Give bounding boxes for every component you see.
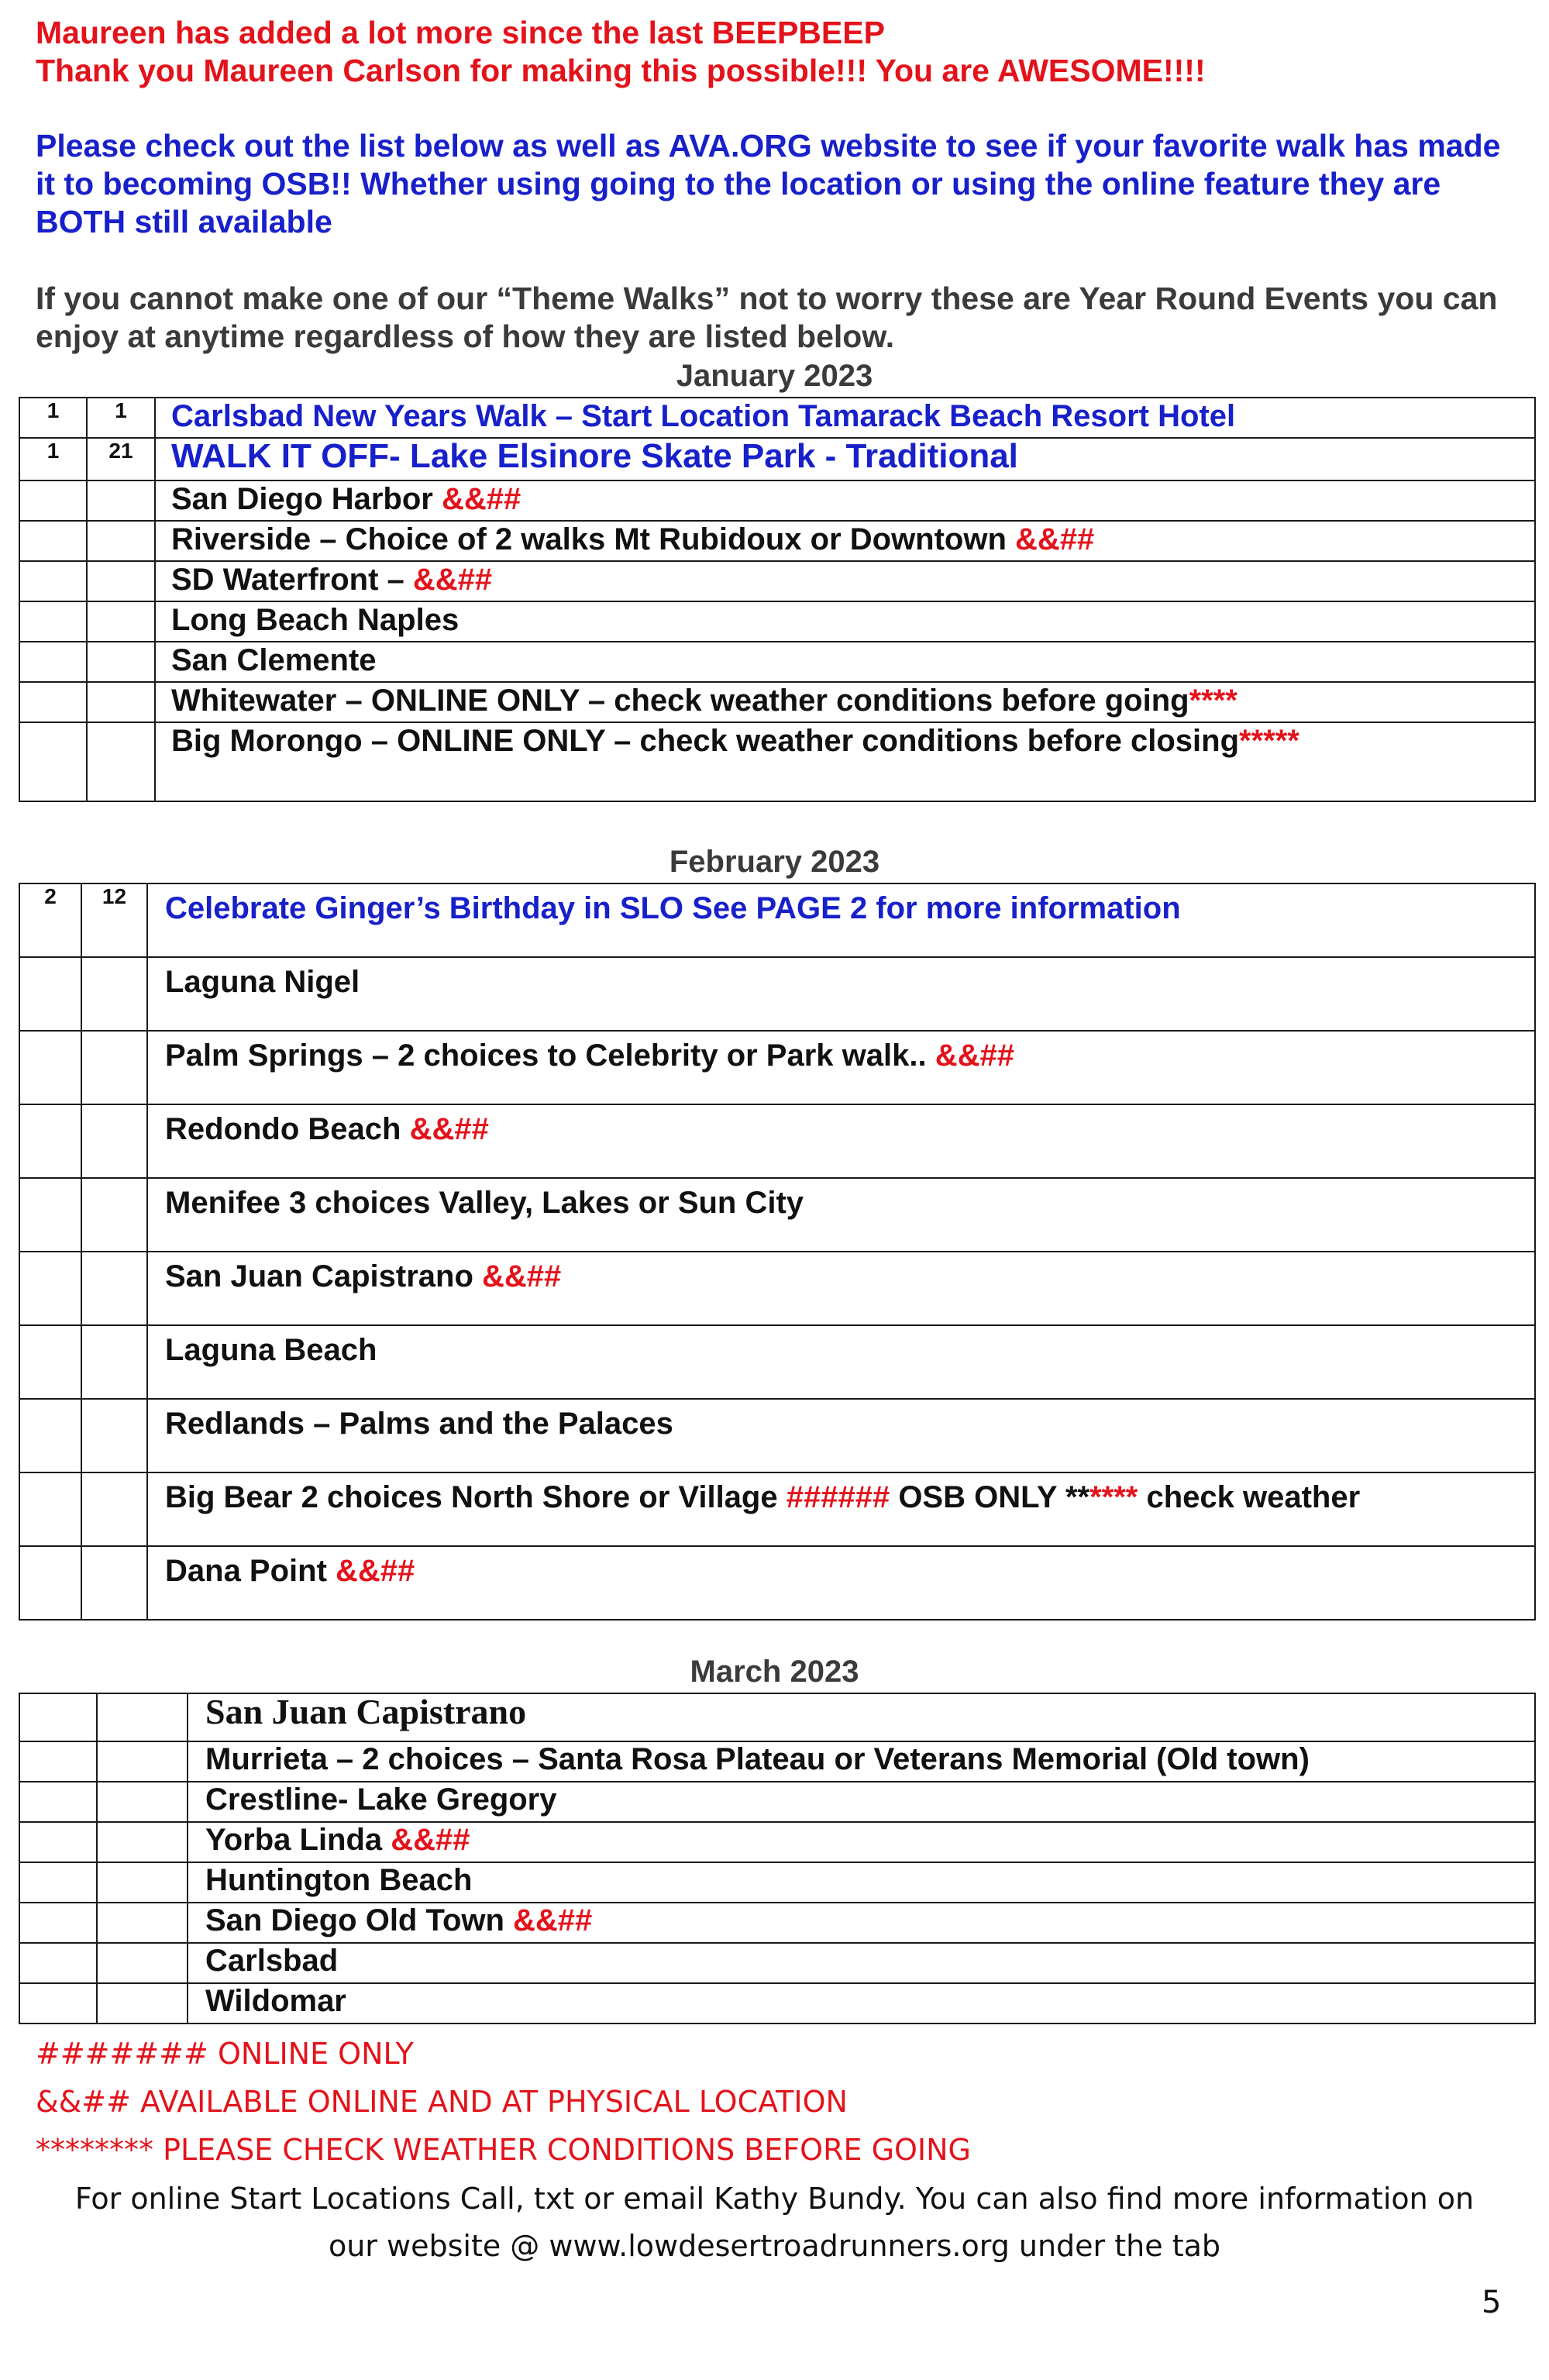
event-cell <box>188 1983 1535 2024</box>
event-cell <box>188 1693 1535 1741</box>
month-cell <box>19 1104 81 1178</box>
day-cell <box>81 1031 147 1104</box>
event-text: Carlsbad <box>205 1944 339 1978</box>
event-marker: &&## <box>481 1259 562 1293</box>
table-row <box>19 521 1535 561</box>
table-row <box>19 1472 1535 1546</box>
table-row <box>19 1252 1535 1325</box>
table-row <box>19 601 1535 642</box>
event-cell <box>188 1822 1535 1862</box>
event-cell <box>147 1252 1535 1325</box>
month-cell <box>19 601 87 642</box>
day-cell: 12 <box>81 883 147 957</box>
footer-line-2: our website @ www.lowdesertroadrunners.org under the tab <box>328 2229 1221 2263</box>
month-cell <box>19 1782 97 1822</box>
event-text: San Diego Old Town <box>205 1903 514 1937</box>
event-marker: &&## <box>409 1112 489 1146</box>
event-text: Big Bear 2 choices North Shore or Village <box>165 1480 787 1514</box>
event-cell <box>147 1178 1535 1252</box>
february-table <box>19 883 1536 1621</box>
event-cell <box>147 1399 1535 1472</box>
intro-blue-paragraph: Please check out the list below as well as AVA.ORG website to see if your favorite walk has made it to becoming OSB!! Whether using going to the location or using the online feature they are BOTH still available <box>36 128 1501 239</box>
legend-online-only: ####### ONLINE ONLY <box>36 2037 414 2071</box>
event-text: Redondo Beach <box>165 1112 410 1146</box>
month-cell <box>19 1325 81 1399</box>
january-heading: January 2023 <box>676 359 873 393</box>
march-table <box>19 1693 1536 2024</box>
event-text: Carlsbad New Years Walk – Start Location Tamarack Beach Resort Hotel <box>171 399 1236 433</box>
january-table <box>19 397 1536 802</box>
event-text: San Diego Harbor <box>171 482 442 516</box>
event-cell <box>155 722 1535 801</box>
event-text: Long Beach Naples <box>171 603 460 637</box>
day-cell <box>87 601 155 642</box>
table-row <box>19 1399 1535 1472</box>
table-row <box>19 1822 1535 1862</box>
legend-both: &&## AVAILABLE ONLINE AND AT PHYSICAL LOCATION <box>36 2085 848 2119</box>
event-text: Celebrate Ginger’s Birthday in SLO See PAGE 2 for more information <box>165 891 1181 925</box>
event-cell <box>188 1862 1535 1903</box>
event-text: San Clemente <box>171 643 377 677</box>
month-cell <box>19 1862 97 1903</box>
event-cell <box>155 601 1535 642</box>
event-marker: &&## <box>336 1554 415 1588</box>
day-cell <box>87 722 155 801</box>
march-heading: March 2023 <box>690 1655 859 1689</box>
day-cell: 1 <box>87 398 155 438</box>
event-text: Whitewater – ONLINE ONLY – check weather conditions before going <box>171 684 1189 718</box>
event-cell <box>155 642 1535 682</box>
day-cell <box>97 1693 188 1741</box>
event-cell <box>147 1325 1535 1399</box>
month-cell: 1 <box>19 398 87 438</box>
month-cell <box>19 1399 81 1472</box>
event-text: OSB ONLY ** <box>890 1480 1090 1514</box>
event-cell <box>155 682 1535 722</box>
day-cell <box>97 1822 188 1862</box>
event-text: check weather <box>1138 1480 1361 1514</box>
month-cell: 2 <box>19 883 81 957</box>
event-cell <box>155 561 1535 601</box>
month-cell <box>19 1472 81 1546</box>
table-row <box>19 438 1535 480</box>
month-cell <box>19 642 87 682</box>
table-row <box>19 1943 1535 1983</box>
event-text: Yorba Linda <box>205 1823 391 1857</box>
event-cell <box>147 1031 1535 1104</box>
table-row <box>19 642 1535 682</box>
month-cell <box>19 1943 97 1983</box>
table-row <box>19 1546 1535 1620</box>
table-row <box>19 1862 1535 1903</box>
day-cell <box>81 1252 147 1325</box>
event-text: Palm Springs – 2 choices to Celebrity or Park walk.. <box>165 1038 935 1073</box>
event-cell <box>155 438 1535 480</box>
day-cell <box>97 1943 188 1983</box>
event-marker: &&## <box>441 482 521 516</box>
february-heading: February 2023 <box>669 845 880 879</box>
table-row <box>19 398 1535 438</box>
table-row <box>19 1104 1535 1178</box>
month-cell <box>19 1903 97 1943</box>
event-text: Riverside – Choice of 2 walks Mt Rubidoux or Downtown <box>171 522 1016 556</box>
table-row <box>19 1693 1535 1741</box>
event-cell <box>188 1782 1535 1822</box>
day-cell <box>81 1178 147 1252</box>
month-cell <box>19 1822 97 1862</box>
event-marker: **** <box>1089 1480 1138 1514</box>
day-cell <box>97 1903 188 1943</box>
table-row <box>19 682 1535 722</box>
event-cell <box>155 480 1535 521</box>
event-cell <box>155 398 1535 438</box>
day-cell <box>87 682 155 722</box>
day-cell <box>81 1472 147 1546</box>
month-cell <box>19 957 81 1031</box>
event-cell <box>147 883 1535 957</box>
month-cell <box>19 1693 97 1741</box>
event-text: San Juan Capistrano <box>205 1692 527 1731</box>
event-marker: &&## <box>513 1903 593 1937</box>
day-cell <box>81 1104 147 1178</box>
table-row <box>19 561 1535 601</box>
event-text: Laguna Nigel <box>165 965 360 999</box>
event-marker: ###### <box>786 1480 890 1514</box>
event-cell <box>188 1943 1535 1983</box>
event-marker: **** <box>1189 684 1237 718</box>
day-cell <box>97 1862 188 1903</box>
event-marker: &&## <box>391 1823 470 1857</box>
event-text: Laguna Beach <box>165 1333 377 1367</box>
footer-line-1: For online Start Locations Call, txt or email Kathy Bundy. You can also find more information on <box>74 2182 1475 2216</box>
event-cell <box>147 957 1535 1031</box>
event-text: Huntington Beach <box>205 1863 473 1897</box>
month-cell <box>19 1983 97 2024</box>
day-cell <box>81 1546 147 1620</box>
table-row <box>19 1983 1535 2024</box>
table-row <box>19 1031 1535 1104</box>
month-cell <box>19 722 87 801</box>
intro-line-2: Thank you Maureen Carlson for making this possible!!! You are AWESOME!!!! <box>36 53 1206 88</box>
event-cell <box>188 1903 1535 1943</box>
event-text: WALK IT OFF- Lake Elsinore Skate Park - Traditional <box>171 437 1018 475</box>
table-row <box>19 883 1535 957</box>
table-row <box>19 1741 1535 1782</box>
table-row <box>19 1903 1535 1943</box>
table-row <box>19 722 1535 801</box>
day-cell <box>87 521 155 561</box>
event-cell <box>155 521 1535 561</box>
event-cell <box>188 1741 1535 1782</box>
event-marker: &&## <box>935 1038 1014 1073</box>
event-cell <box>147 1104 1535 1178</box>
month-cell <box>19 480 87 521</box>
day-cell <box>87 480 155 521</box>
month-cell <box>19 1178 81 1252</box>
month-cell <box>19 561 87 601</box>
month-cell <box>19 1252 81 1325</box>
day-cell <box>81 957 147 1031</box>
page-number: 5 <box>1482 2285 1502 2320</box>
table-row <box>19 1178 1535 1252</box>
legend-weather: ******** PLEASE CHECK WEATHER CONDITIONS BEFORE GOING <box>36 2133 972 2167</box>
event-text: Dana Point <box>165 1554 336 1588</box>
day-cell <box>97 1782 188 1822</box>
event-cell <box>147 1472 1535 1546</box>
intro-line-1: Maureen has added a lot more since the last BEEPBEEP <box>36 15 885 50</box>
day-cell <box>87 642 155 682</box>
event-text: Murrieta – 2 choices – Santa Rosa Plateau or Veterans Memorial (Old town) <box>205 1742 1310 1776</box>
intro-grey-paragraph: If you cannot make one of our “Theme Walks” not to worry these are Year Round Events you can enjoy at anytime regardless of how they are listed below. <box>36 281 1498 354</box>
event-text: Crestline- Lake Gregory <box>205 1782 557 1817</box>
day-cell <box>81 1399 147 1472</box>
event-marker: &&## <box>412 563 493 597</box>
event-text: Menifee 3 choices Valley, Lakes or Sun City <box>165 1186 804 1220</box>
table-row <box>19 480 1535 521</box>
event-text: SD Waterfront – <box>171 563 413 597</box>
event-text: Wildomar <box>205 1984 346 2018</box>
month-cell <box>19 521 87 561</box>
table-row <box>19 1325 1535 1399</box>
event-text: Big Morongo – ONLINE ONLY – check weather conditions before closing <box>171 724 1240 758</box>
event-marker: &&## <box>1015 522 1095 556</box>
month-cell <box>19 1546 81 1620</box>
month-cell <box>19 682 87 722</box>
event-text: San Juan Capistrano <box>165 1259 482 1293</box>
event-text: Redlands – Palms and the Palaces <box>165 1407 673 1441</box>
table-row <box>19 1782 1535 1822</box>
table-row <box>19 957 1535 1031</box>
event-cell <box>147 1546 1535 1620</box>
day-cell <box>87 561 155 601</box>
month-cell: 1 <box>19 438 87 480</box>
day-cell <box>81 1325 147 1399</box>
event-marker: ***** <box>1239 724 1299 758</box>
day-cell <box>97 1983 188 2024</box>
month-cell <box>19 1031 81 1104</box>
day-cell: 21 <box>87 438 155 480</box>
month-cell <box>19 1741 97 1782</box>
day-cell <box>97 1741 188 1782</box>
